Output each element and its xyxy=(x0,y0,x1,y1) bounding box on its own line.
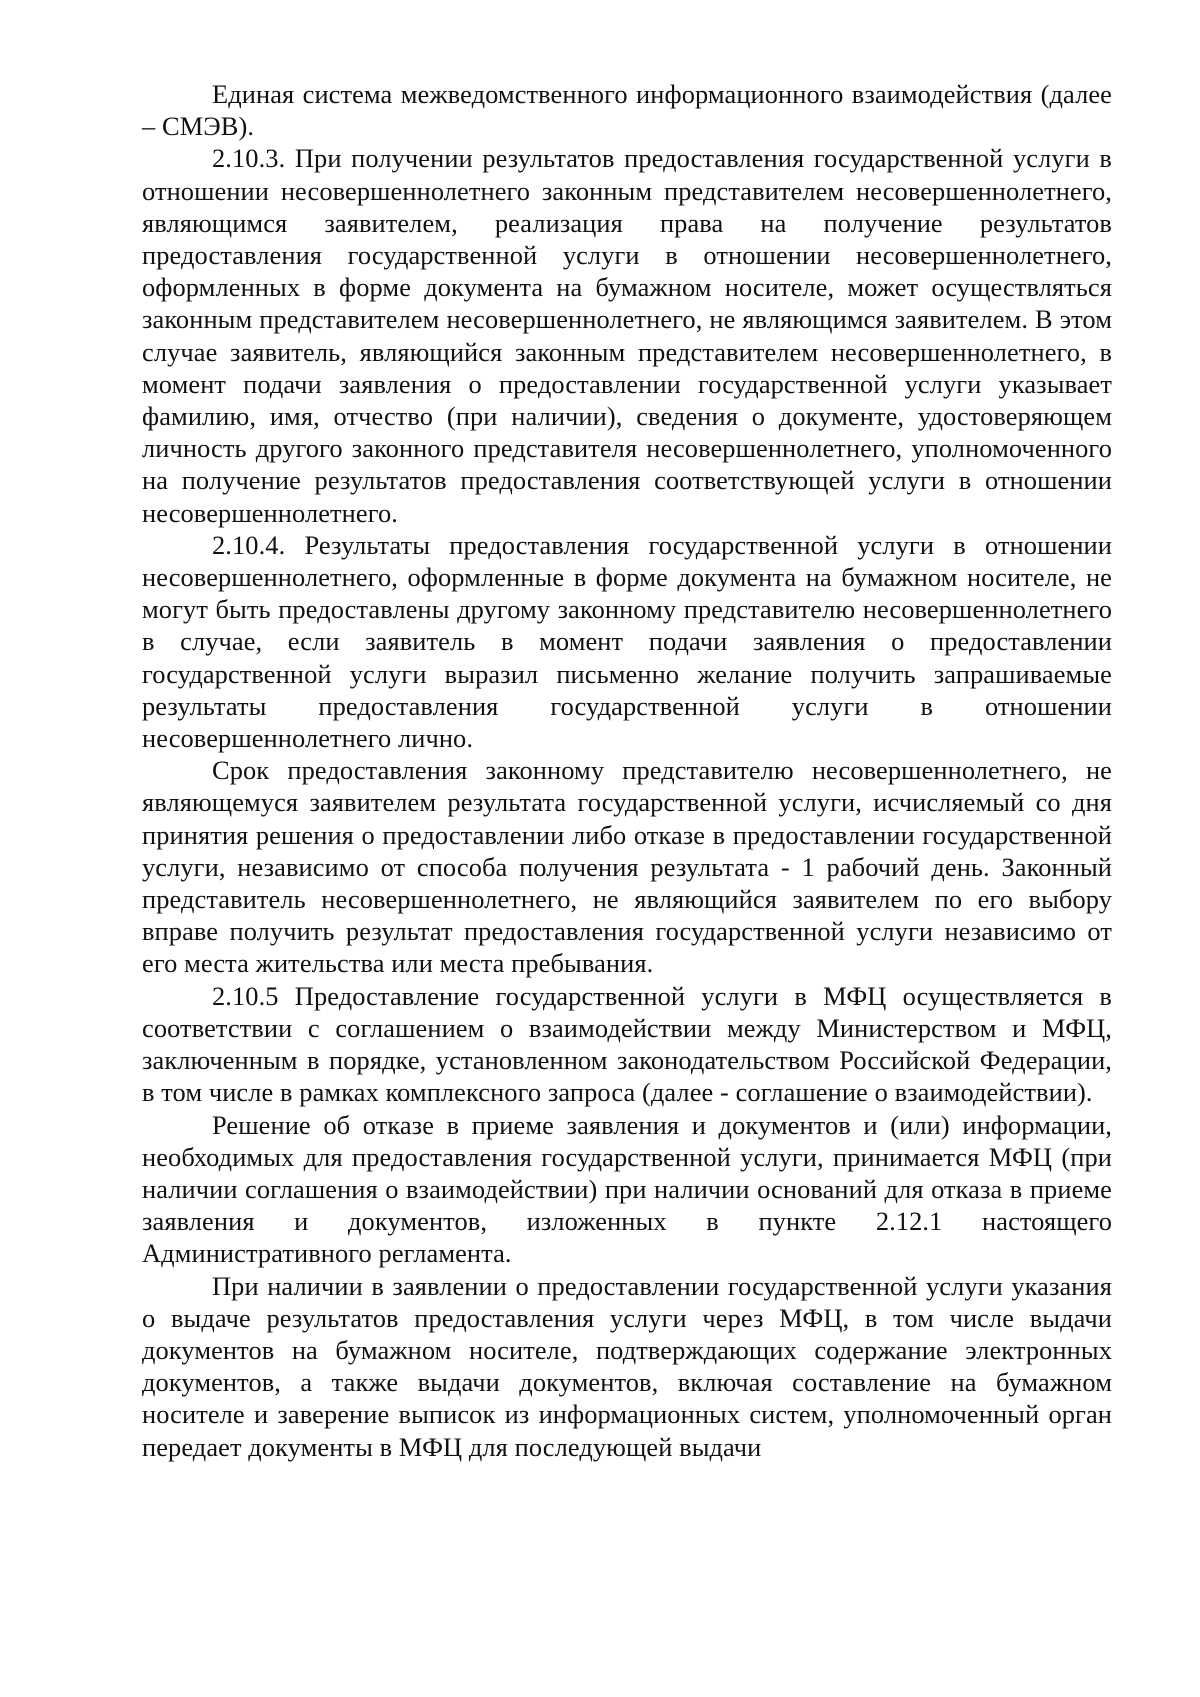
paragraph-2-10-5: 2.10.5 Предоставление государственной услуги в МФЦ осуществляется в соответствии с соглашением о взаимодействии между Министерством и МФЦ, заключенным в порядке, установленном законодательством Российской Федерации, в том числе в рамках комплексного запроса (далее - соглашение о взаимодействии). xyxy=(142,980,1112,1108)
paragraph-refusal-decision: Решение об отказе в приеме заявления и документов и (или) информации, необходимых для предоставления государственной услуги, принимается МФЦ (при наличии соглашения о взаимодействии) при наличии оснований для отказа в приеме заявления и документов, изложенных в пункте 2.12.1 настоящего Административного регламента. xyxy=(142,1109,1112,1269)
document-page xyxy=(142,78,1112,1463)
paragraph-mfc-issuance: При наличии в заявлении о предоставлении государственной услуги указания о выдаче результатов предоставления услуги через МФЦ, в том числе выдачи документов на бумажном носителе, подтверждающих содержание электронных документов, а также выдачи документов, включая составление на бумажном носителе и заверение выписок из информационных систем, уполномоченный орган передает документы в МФЦ для последующей выдачи xyxy=(142,1270,1112,1462)
paragraph-deadline: Срок предоставления законному представителю несовершеннолетнего, не являющемуся заявителем результата государственной услуги, исчисляемый со дня принятия решения о предоставлении либо отказе в предоставлении государственной услуги, независимо от способа получения результата - 1 рабочий день. Законный представитель несовершеннолетнего, не являющийся заявителем по его выбору вправе получить результат предоставления государственной услуги независимо от его места жительства или места пребывания. xyxy=(142,755,1112,979)
paragraph-2-10-3: 2.10.3. При получении результатов предоставления государственной услуги в отношении несовершеннолетнего законным представителем несовершеннолетнего, являющимся заявителем, реализация права на получение результатов предоставления государственной услуги в отношении несовершеннолетнего, оформленных в форме документа на бумажном носителе, может осуществляться законным представителем несовершеннолетнего, не являющимся заявителем. В этом случае заявитель, являющийся законным представителем несовершеннолетнего, в момент подачи заявления о предоставлении государственной услуги указывает фамилию, имя, отчество (при наличии), сведения о документе, удостоверяющем личность другого законного представителя несовершеннолетнего, уполномоченного на получение результатов предоставления соответствующей услуги в отношении несовершеннолетнего. xyxy=(142,143,1112,528)
paragraph-2-10-4: 2.10.4. Результаты предоставления государственной услуги в отношении несовершеннолетнего, оформленные в форме документа на бумажном носителе, не могут быть предоставлены другому законному представителю несовершеннолетнего в случае, если заявитель в момент подачи заявления о предоставлении государственной услуги выразил письменно желание получить запрашиваемые результаты предоставления государственной услуги в отношении несовершеннолетнего лично. xyxy=(142,529,1112,754)
paragraph-smev-continuation: Единая система межведомственного информационного взаимодействия (далее – СМЭВ). xyxy=(142,79,1112,142)
